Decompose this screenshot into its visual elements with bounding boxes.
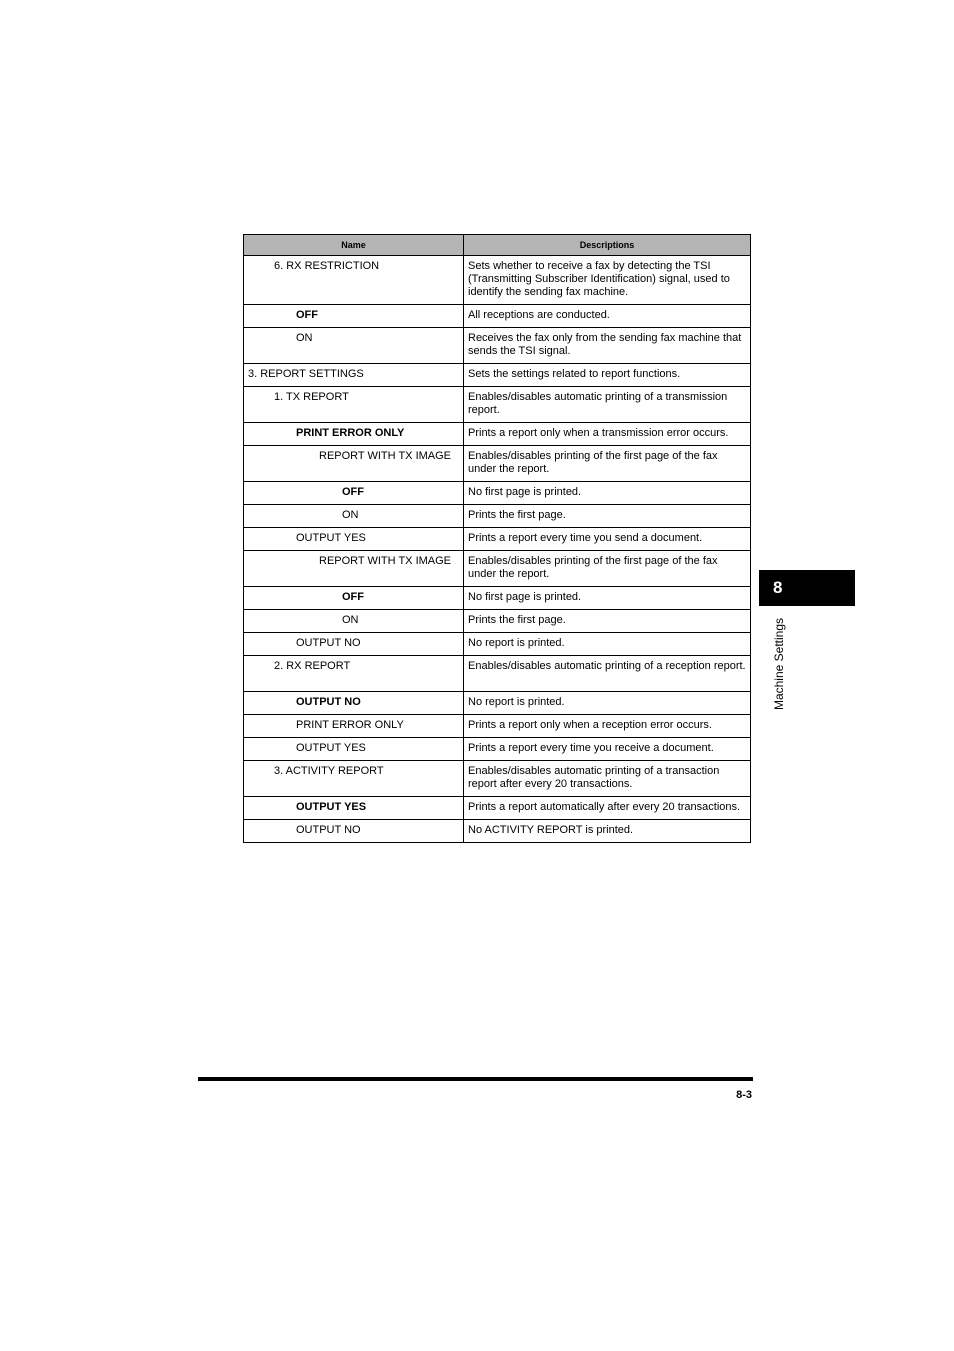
setting-name: OUTPUT NO (244, 820, 464, 843)
setting-name: 6. RX RESTRICTION (244, 256, 464, 305)
setting-description: No first page is printed. (464, 587, 751, 610)
setting-description: Prints a report automatically after every 20 transactions. (464, 797, 751, 820)
table-row (244, 505, 751, 528)
setting-description: Prints a report only when a reception error occurs. (464, 715, 751, 738)
table-row (244, 305, 751, 328)
table-row (244, 528, 751, 551)
setting-name: OUTPUT YES (244, 797, 464, 820)
setting-description: All receptions are conducted. (464, 305, 751, 328)
setting-name: OUTPUT NO (244, 633, 464, 656)
setting-description: Prints the first page. (464, 610, 751, 633)
setting-name: ON (244, 505, 464, 528)
setting-description: Sets whether to receive a fax by detecting the TSI (Transmitting Subscriber Identification) signal, used to identify the sending fax machine. (464, 256, 751, 305)
setting-name: PRINT ERROR ONLY (244, 423, 464, 446)
table-row (244, 656, 751, 692)
table-row (244, 761, 751, 797)
table-row (244, 633, 751, 656)
setting-description: Enables/disables automatic printing of a transaction report after every 20 transactions. (464, 761, 751, 797)
setting-name: OFF (244, 587, 464, 610)
setting-name: ON (244, 610, 464, 633)
setting-description: No report is printed. (464, 633, 751, 656)
setting-name: OFF (244, 305, 464, 328)
setting-description: No first page is printed. (464, 482, 751, 505)
table-row (244, 797, 751, 820)
setting-description: Prints a report only when a transmission error occurs. (464, 423, 751, 446)
setting-name: OUTPUT YES (244, 738, 464, 761)
table-row (244, 551, 751, 587)
setting-description: Enables/disables automatic printing of a reception report. (464, 656, 751, 692)
chapter-number: 8 (773, 578, 783, 597)
setting-name: REPORT WITH TX IMAGE (244, 446, 464, 482)
footer-rule (198, 1077, 753, 1081)
table-row (244, 256, 751, 305)
table-header-row (244, 235, 751, 256)
setting-description: Sets the settings related to report functions. (464, 364, 751, 387)
table-row (244, 387, 751, 423)
table-row (244, 423, 751, 446)
setting-description: Prints a report every time you send a document. (464, 528, 751, 551)
table-row (244, 738, 751, 761)
table-row (244, 610, 751, 633)
table-row (244, 328, 751, 364)
setting-description: Enables/disables printing of the first page of the fax under the report. (464, 551, 751, 587)
setting-description: No ACTIVITY REPORT is printed. (464, 820, 751, 843)
setting-name: 3. ACTIVITY REPORT (244, 761, 464, 797)
table-row (244, 364, 751, 387)
table-row (244, 446, 751, 482)
setting-name: REPORT WITH TX IMAGE (244, 551, 464, 587)
setting-name: OFF (244, 482, 464, 505)
table-row (244, 715, 751, 738)
setting-description: No report is printed. (464, 692, 751, 715)
setting-name: OUTPUT NO (244, 692, 464, 715)
table-row (244, 692, 751, 715)
setting-description: Enables/disables printing of the first page of the fax under the report. (464, 446, 751, 482)
setting-name: 3. REPORT SETTINGS (244, 364, 464, 387)
setting-name: PRINT ERROR ONLY (244, 715, 464, 738)
descriptions-column-header: Descriptions (464, 235, 751, 256)
table-row (244, 587, 751, 610)
table-row (244, 820, 751, 843)
setting-name: OUTPUT YES (244, 528, 464, 551)
setting-description: Enables/disables automatic printing of a transmission report. (464, 387, 751, 423)
setting-name: 1. TX REPORT (244, 387, 464, 423)
table-row (244, 482, 751, 505)
chapter-title: Machine Settings (772, 617, 786, 711)
setting-description: Receives the fax only from the sending fax machine that sends the TSI signal. (464, 328, 751, 364)
setting-name: ON (244, 328, 464, 364)
name-column-header: Name (244, 235, 464, 256)
setting-description: Prints a report every time you receive a document. (464, 738, 751, 761)
settings-table (243, 234, 751, 843)
setting-name: 2. RX REPORT (244, 656, 464, 692)
setting-description: Prints the first page. (464, 505, 751, 528)
page-number: 8-3 (736, 1089, 752, 1101)
chapter-tab (759, 570, 855, 606)
